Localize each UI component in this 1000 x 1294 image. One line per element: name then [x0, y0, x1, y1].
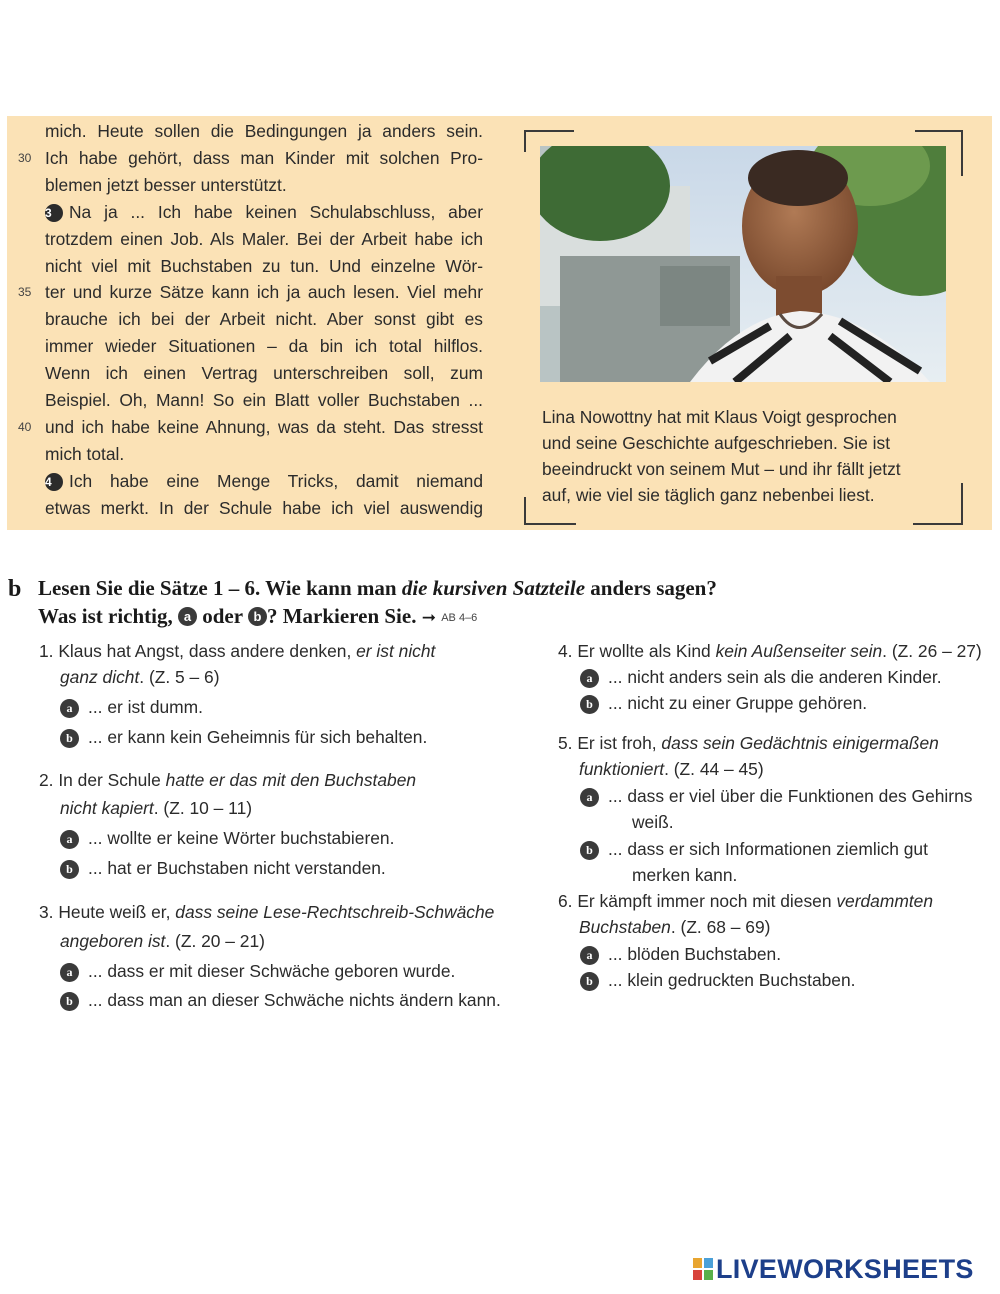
arrow-right-icon: ➞: [421, 608, 436, 628]
option-text: ... er ist dumm.: [88, 697, 203, 717]
story-line: [45, 172, 483, 198]
question-text-cont: [60, 795, 252, 821]
option-a-badge: a: [60, 830, 79, 849]
bracket-line: [524, 523, 576, 525]
bracket-line: [915, 130, 963, 132]
option-text: ... wollte er keine Wörter buchstabieren.: [88, 828, 395, 848]
option-b-badge: b: [60, 729, 79, 748]
question-italic: nicht kapiert: [60, 798, 154, 818]
answer-option-b[interactable]: [580, 836, 928, 862]
story-line: [45, 441, 483, 467]
story-line-text: nicht viel mit Buchstaben zu tun. Und einzelne Wör-: [45, 255, 483, 276]
caption-line: auf, wie viel sie täglich ganz nebenbei liest.: [542, 485, 875, 505]
caption-line: beeindruckt von seinem Mut – und ihr fällt jetzt: [542, 459, 901, 479]
caption-line: Lina Nowottny hat mit Klaus Voigt gesprochen: [542, 407, 897, 427]
answer-option-a[interactable]: [580, 783, 972, 809]
option-b-badge: b: [580, 972, 599, 991]
answer-option-a[interactable]: [580, 664, 942, 690]
story-line-text: mich. Heute sollen die Bedingungen ja anders sein.: [45, 121, 483, 141]
question-text-cont: [60, 928, 265, 954]
question-text: [558, 638, 982, 664]
option-text: ... nicht zu einer Gruppe gehören.: [608, 693, 868, 713]
logo-grid-icon: [693, 1258, 713, 1280]
workbook-reference: AB 4–6: [441, 612, 478, 624]
question-text: [558, 730, 939, 756]
option-text-cont: weiß.: [632, 812, 674, 832]
story-line: [45, 333, 483, 359]
portrait-photo: [540, 146, 946, 382]
line-number: 40: [18, 419, 32, 434]
question-prefix: 5. Er ist froh,: [558, 733, 662, 753]
question-italic: funktioniert: [579, 759, 665, 779]
answer-option-a[interactable]: [60, 694, 203, 720]
story-line: [45, 226, 483, 252]
option-b-badge: b: [580, 695, 599, 714]
story-line: [45, 414, 483, 440]
question-italic: dass seine Lese-Rechtschreib-Schwäche: [175, 902, 495, 922]
story-line-text: trotzdem einen Job. Als Maler. Bei der Arbeit habe ich: [45, 228, 483, 249]
question-text-cont: [579, 914, 770, 940]
question-italic: angeboren ist: [60, 931, 166, 951]
option-text: ... hat er Buchstaben nicht verstanden.: [88, 858, 386, 878]
line-number: 35: [18, 285, 32, 300]
task-letter: b: [8, 576, 22, 602]
line-reference: . (Z. 44 – 45): [664, 759, 764, 779]
story-line-text: Wenn ich einen Vertrag unterschreiben soll, zum: [45, 363, 483, 384]
answer-option-a[interactable]: [60, 958, 455, 984]
question-italic: Buchstaben: [579, 917, 671, 937]
story-line-text: etwas merkt. In der Schule habe ich viel auswendig: [45, 497, 483, 518]
line-reference: . (Z. 68 – 69): [670, 917, 771, 937]
option-a-badge: a: [580, 946, 599, 965]
answer-option-a[interactable]: [60, 825, 394, 851]
answer-option-b[interactable]: [580, 967, 856, 993]
answer-option-a[interactable]: [580, 941, 781, 967]
option-a-badge: a: [60, 963, 79, 982]
question-text: [39, 767, 416, 793]
question-italic: ganz dicht: [60, 667, 140, 687]
story-line-text: brauche ich bei der Arbeit nicht. Aber sonst gibt es: [45, 309, 483, 330]
story-line: [45, 118, 483, 144]
option-b-badge: b: [60, 860, 79, 879]
question-prefix: 1. Klaus hat Angst, dass andere denken,: [39, 641, 357, 661]
story-line: [45, 468, 483, 494]
bracket-line: [524, 130, 574, 132]
question-italic: hatte er das mit den Buchstaben: [165, 770, 417, 790]
answer-option-b[interactable]: [60, 724, 427, 750]
answer-option-b[interactable]: [60, 855, 386, 881]
question-text-cont: [60, 664, 220, 690]
bracket-line: [913, 523, 963, 525]
line-reference: . (Z. 10 – 11): [153, 798, 253, 818]
story-line: [45, 306, 483, 332]
bracket-line: [961, 483, 963, 525]
line-reference: . (Z. 5 – 6): [139, 667, 220, 687]
option-text: ... er kann kein Geheimnis für sich behalten.: [88, 727, 428, 747]
story-line: [45, 253, 483, 279]
option-text: ... nicht anders sein als die anderen Kinder.: [608, 667, 942, 687]
story-line-text: ter und kurze Sätze kann ich ja auch lesen. Viel mehr: [45, 282, 483, 303]
option-b-badge: b: [580, 841, 599, 860]
option-a-badge: a: [178, 607, 197, 626]
question-text: [39, 638, 435, 664]
story-line-text: immer wieder Situationen – da bin ich total hilflos.: [45, 336, 483, 357]
story-line-text: Ich habe eine Menge Tricks, damit niemand: [69, 470, 483, 491]
story-line-text: Beispiel. Oh, Mann! So ein Blatt voller Buchstaben ...: [45, 390, 483, 410]
question-prefix: 2. In der Schule: [39, 770, 166, 790]
answer-option-b[interactable]: [60, 987, 501, 1013]
paragraph-marker: 4: [45, 473, 63, 491]
option-text: ... blöden Buchstaben.: [608, 944, 782, 964]
bracket-line: [524, 497, 526, 525]
option-text: ... klein gedruckten Buchstaben.: [608, 970, 856, 990]
line-number: 30: [18, 150, 32, 165]
option-text: ... dass er viel über die Funktionen des Gehirns: [608, 786, 973, 806]
bracket-line: [961, 130, 963, 176]
story-line-text: und ich habe keine Ahnung, was da steht. Das stresst: [45, 416, 483, 437]
story-line: [45, 387, 483, 413]
question-italic: verdammten: [836, 891, 933, 911]
story-line: [45, 145, 483, 171]
story-line-text: mich total.: [45, 443, 125, 464]
option-a-badge: a: [580, 669, 599, 688]
question-prefix: 6. Er kämpft immer noch mit diesen: [558, 891, 837, 911]
option-text: ... dass man an dieser Schwäche nichts ändern kann.: [88, 990, 501, 1010]
option-b-badge: b: [248, 607, 267, 626]
answer-option-b[interactable]: [580, 690, 867, 716]
question-italic: kein Außenseiter sein: [715, 641, 883, 661]
option-text-cont: merken kann.: [632, 865, 738, 885]
caption-line: und seine Geschichte aufgeschrieben. Sie ist: [542, 433, 891, 453]
story-line: [45, 495, 483, 521]
question-text: [39, 899, 494, 925]
story-line: [45, 279, 483, 305]
option-b-badge: b: [60, 992, 79, 1011]
bracket-line: [524, 130, 526, 152]
question-text: [558, 888, 933, 914]
story-line: [45, 199, 483, 225]
paragraph-marker: 3: [45, 204, 63, 222]
story-line: [45, 360, 483, 386]
story-line-text: Na ja ... Ich habe keinen Schulabschluss, aber: [69, 201, 483, 222]
liveworksheets-logo: LIVEWORKSHEETS: [693, 1254, 974, 1285]
line-reference: . (Z. 20 – 21): [165, 931, 265, 951]
question-italic: er ist nicht: [356, 641, 436, 661]
line-reference: . (Z. 26 – 27): [882, 641, 982, 661]
option-text: ... dass er mit dieser Schwäche geboren wurde.: [88, 961, 456, 981]
option-a-badge: a: [60, 699, 79, 718]
question-prefix: 3. Heute weiß er,: [39, 902, 176, 922]
story-line-text: Ich habe gehört, dass man Kinder mit solchen Pro-: [45, 147, 483, 168]
story-line-text: blemen jetzt besser unterstützt.: [45, 174, 287, 195]
option-a-badge: a: [580, 788, 599, 807]
question-italic: dass sein Gedächtnis einigermaßen: [661, 733, 939, 753]
option-text: ... dass er sich Informationen ziemlich gut: [608, 839, 928, 859]
question-text-cont: [579, 756, 764, 782]
question-prefix: 4. Er wollte als Kind: [558, 641, 716, 661]
